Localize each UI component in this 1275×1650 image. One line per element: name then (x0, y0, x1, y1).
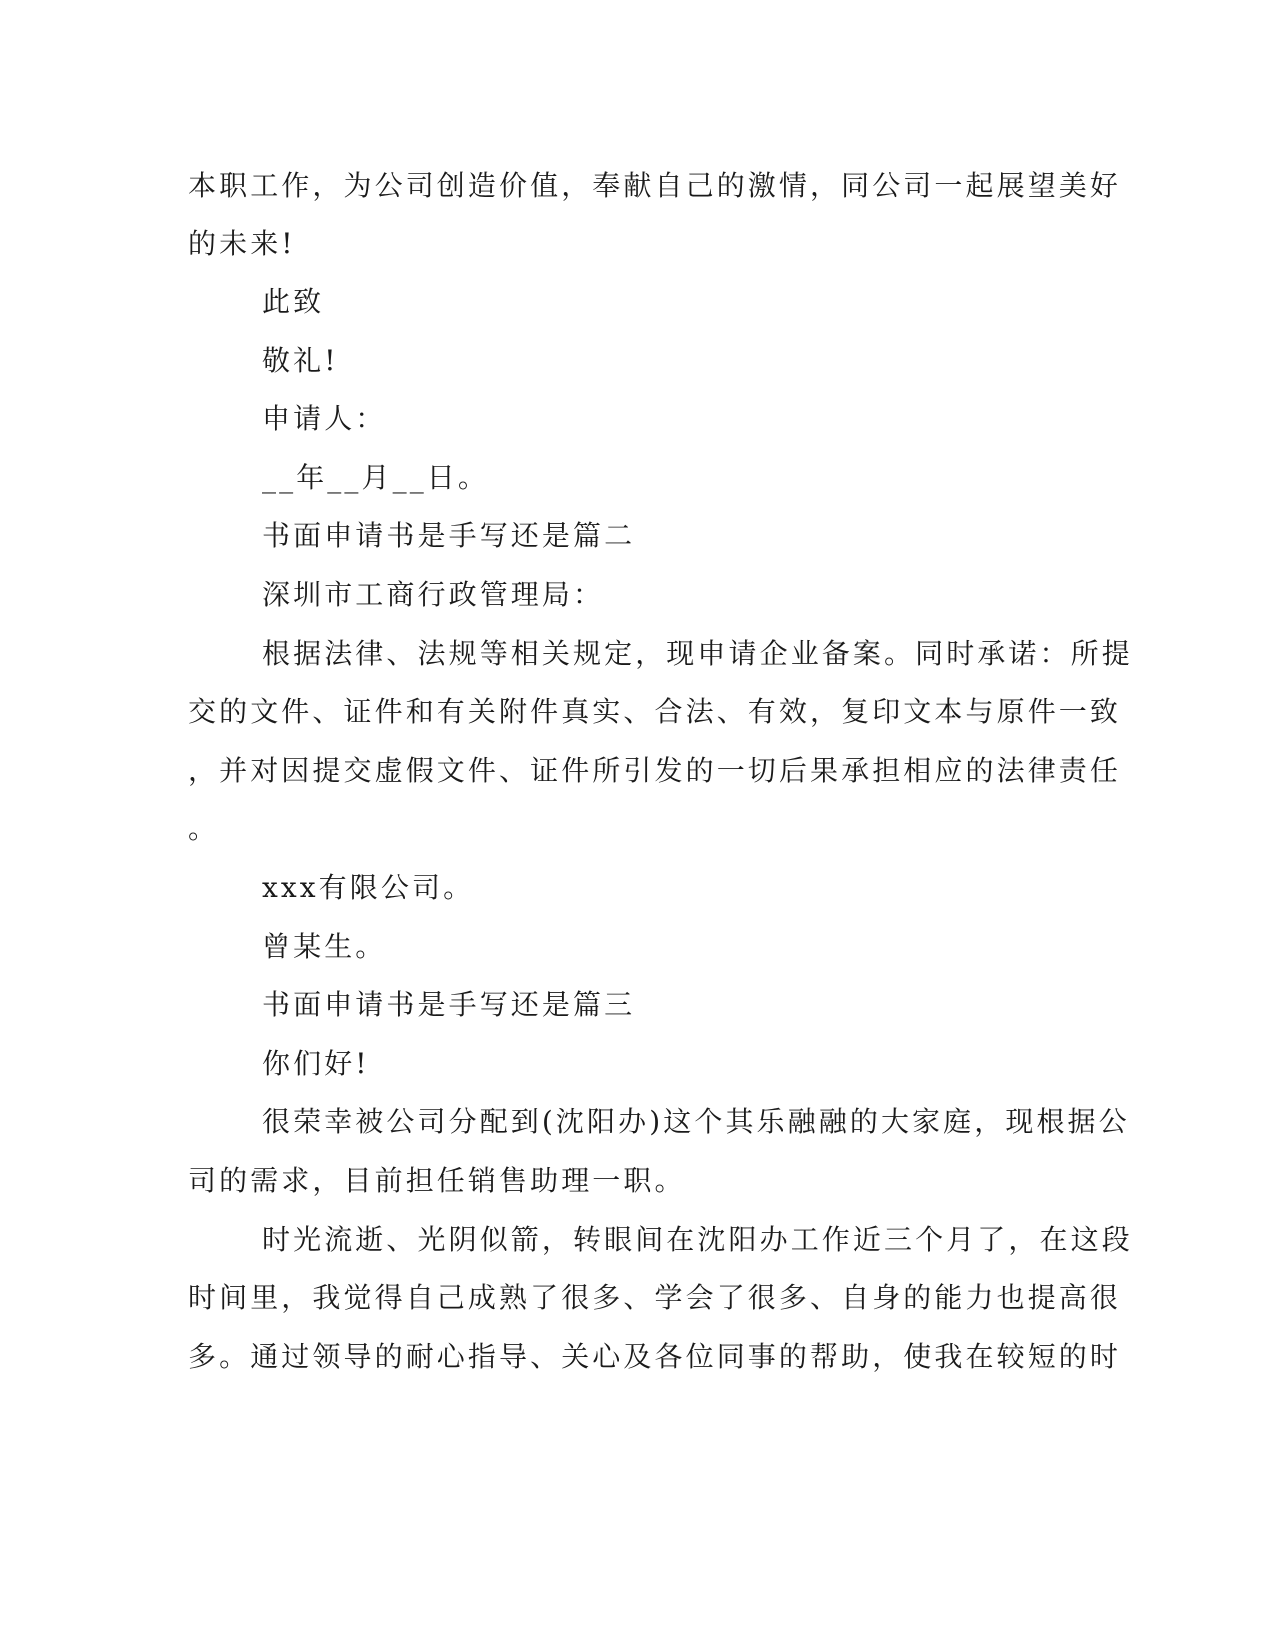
body-text-line: ，并对因提交虚假文件、证件所引发的一切后果承担相应的法律责任 (188, 754, 1122, 787)
body-text-line: 的未来! (188, 227, 296, 260)
body-text-line: 。 (188, 812, 220, 845)
section-heading: 书面申请书是手写还是篇三 (262, 988, 636, 1021)
section-heading: 书面申请书是手写还是篇二 (262, 519, 636, 552)
body-text-line: 交的文件、证件和有关附件真实、合法、有效，复印文本与原件一致 (188, 695, 1122, 728)
applicant-label: 申请人： (262, 402, 387, 435)
body-text-line: 很荣幸被公司分配到(沈阳办)这个其乐融融的大家庭，现根据公 (262, 1105, 1130, 1138)
closing-regards: 敬礼! (262, 344, 339, 377)
body-text-line: 多。通过领导的耐心指导、关心及各位同事的帮助，使我在较短的时 (188, 1340, 1122, 1373)
recipient-line: 深圳市工商行政管理局： (262, 578, 605, 611)
date-line: __年__月__日。 (262, 461, 490, 494)
greeting-line: 你们好! (262, 1047, 370, 1080)
body-text-line: 时光流逝、光阴似箭，转眼间在沈阳办工作近三个月了，在这段 (262, 1223, 1133, 1256)
body-text-line: 时间里，我觉得自己成熟了很多、学会了很多、自身的能力也提高很 (188, 1281, 1122, 1314)
closing-salutation: 此致 (262, 285, 325, 318)
body-text-line: 根据法律、法规等相关规定，现申请企业备案。同时承诺：所提 (262, 637, 1133, 670)
body-text-line: 司的需求，目前担任销售助理一职。 (188, 1164, 686, 1197)
body-text-line: 本职工作，为公司创造价值，奉献自己的激情，同公司一起展望美好 (188, 169, 1122, 202)
company-name: xxx有限公司。 (262, 871, 475, 904)
signer-name: 曾某生。 (262, 930, 387, 963)
